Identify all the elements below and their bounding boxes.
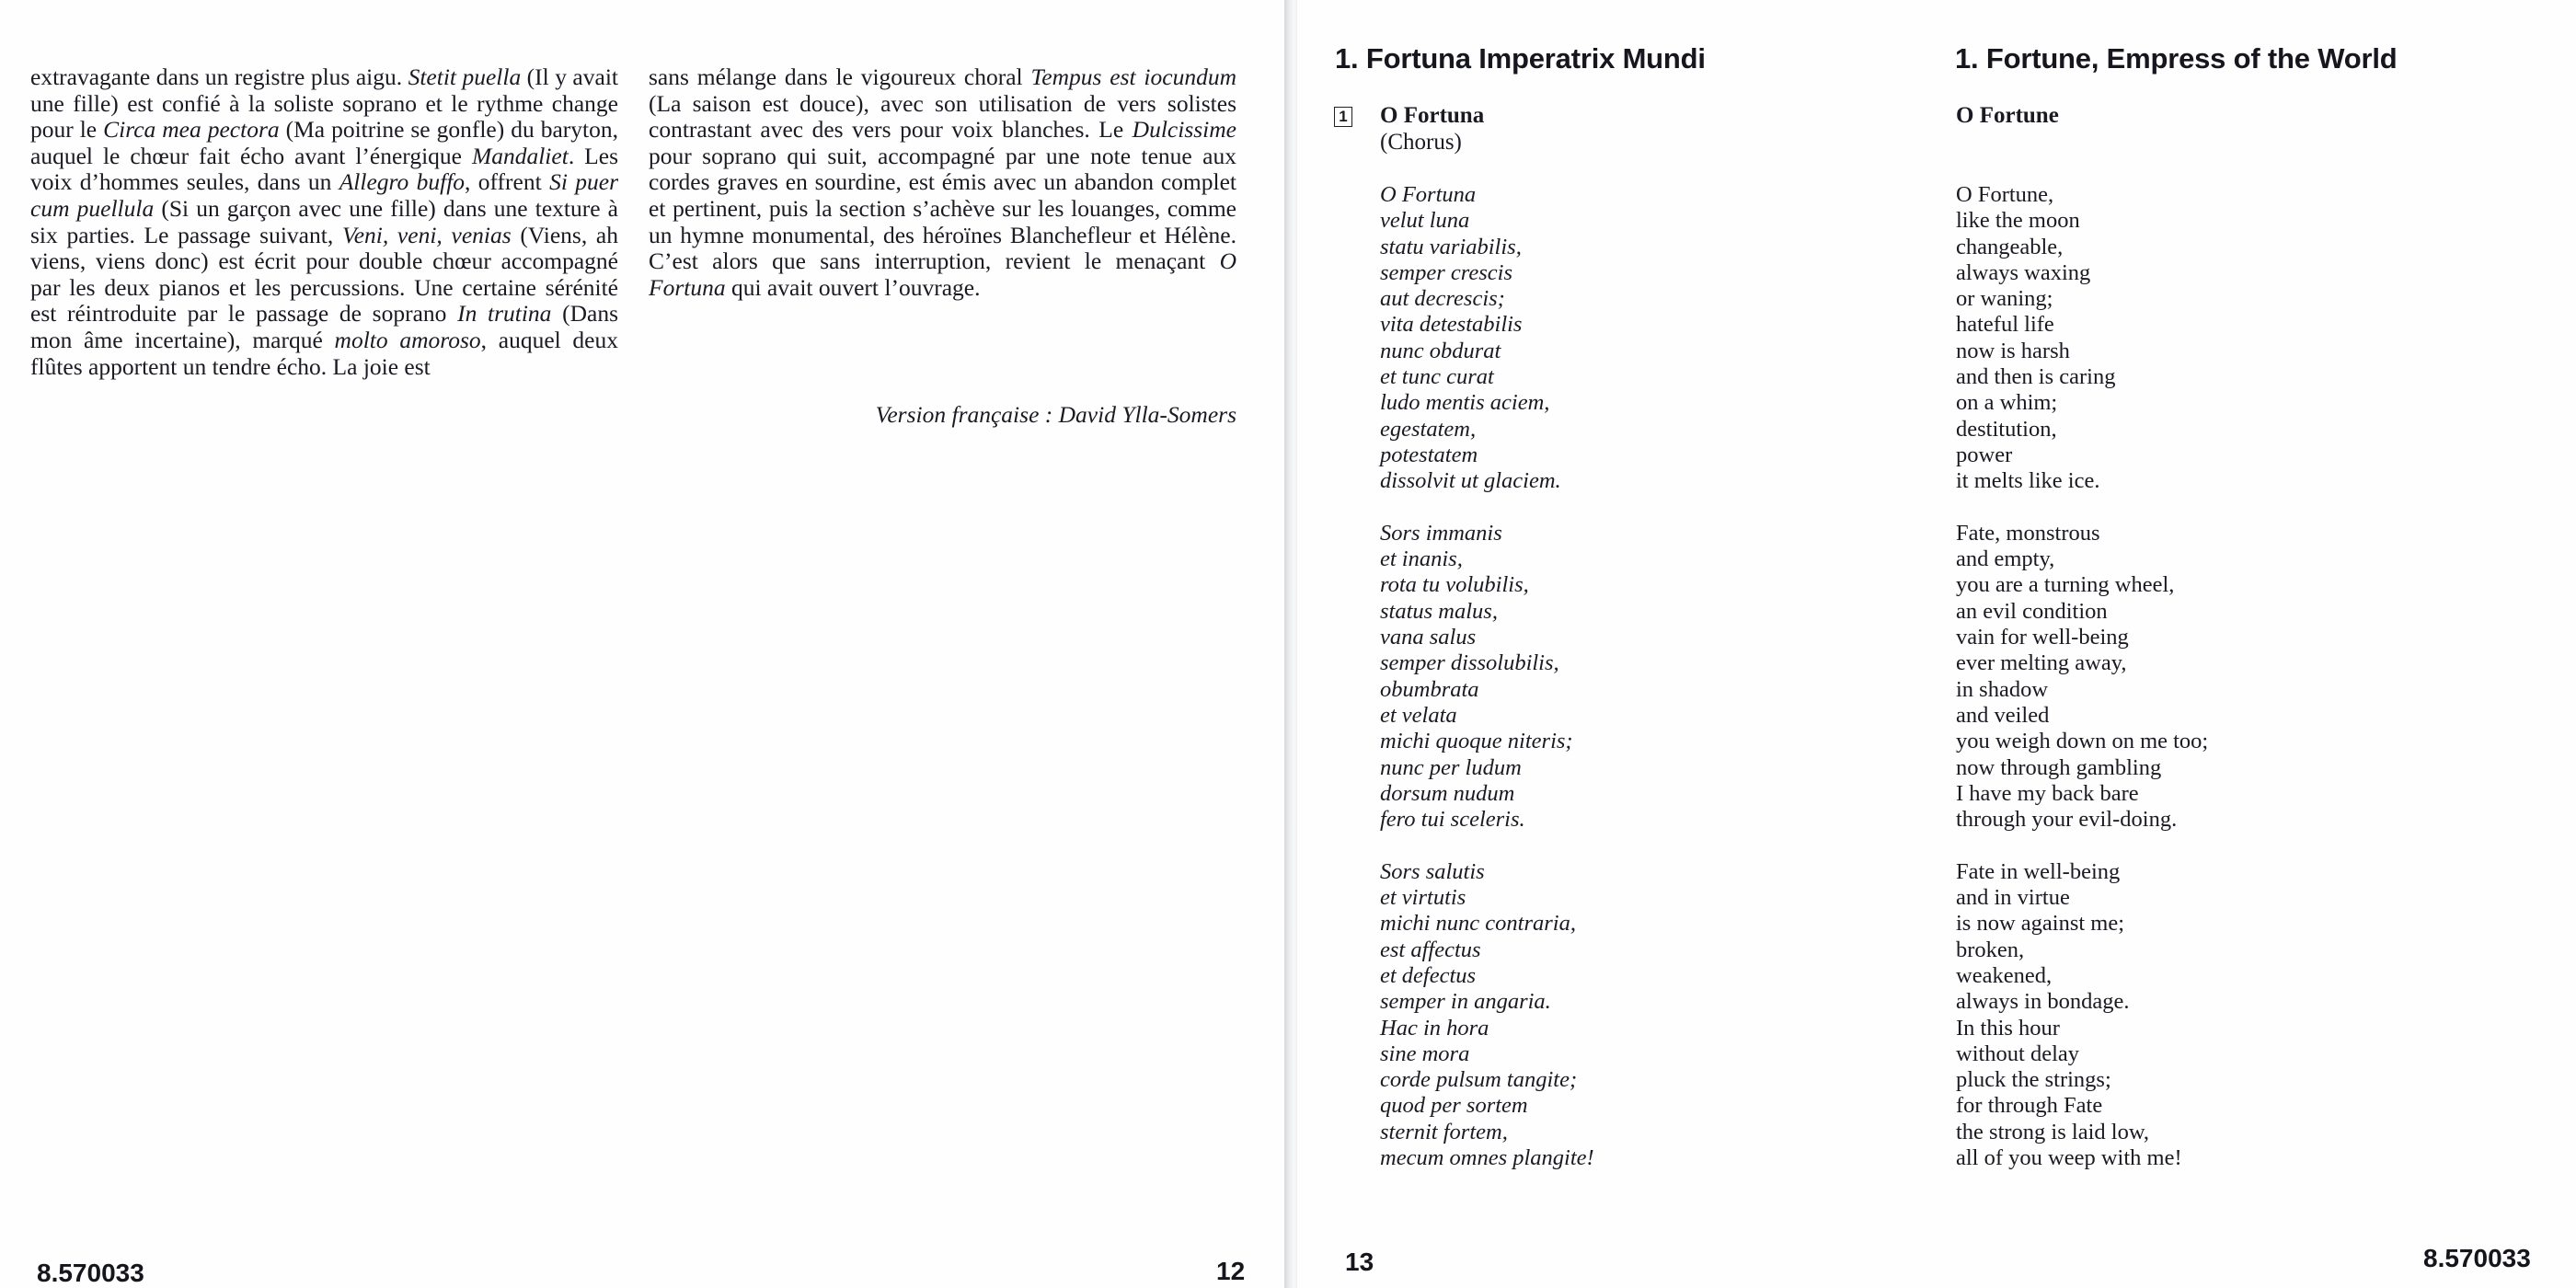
verse-line: et tunc curat (1380, 364, 1494, 390)
latin-section-heading: 1. Fortuna Imperatrix Mundi (1335, 42, 1706, 75)
verse-line: et virtutis (1380, 885, 1466, 911)
verse-line: vita detestabilis (1380, 312, 1523, 338)
track-number-badge: 1 (1334, 107, 1352, 127)
verse-line: O Fortune, (1956, 182, 2054, 207)
verse-line: fero tui sceleris. (1380, 807, 1525, 833)
verse-line: michi nunc contraria, (1380, 911, 1576, 937)
verse-line: dissolvit ut glaciem. (1380, 468, 1561, 494)
catalogue-number-right: 8.570033 (2423, 1244, 2531, 1272)
verse-line: and empty, (1956, 546, 2055, 572)
verse-line: an evil condition (1956, 598, 2108, 624)
verse-line: now through gambling (1956, 754, 2162, 780)
verse-line: destitution, (1956, 416, 2057, 442)
verse-line: always in bondage. (1956, 989, 2130, 1015)
italic-title: Dulcissime (1132, 116, 1236, 144)
page-number-left: 12 (1216, 1257, 1246, 1285)
verse-line: pluck the strings; (1956, 1067, 2111, 1093)
verse-line: all of you weep with me! (1956, 1144, 2182, 1170)
verse-line: michi quoque niteris; (1380, 729, 1573, 754)
verse-line: mecum omnes plangite! (1380, 1144, 1594, 1170)
verse-line: is now against me; (1956, 911, 2125, 937)
italic-title: O Fortuna (649, 247, 1236, 301)
verse-line: broken, (1956, 937, 2025, 962)
italic-title: Stetit puella (408, 63, 522, 90)
italic-title: Allegro buffo (339, 168, 466, 196)
latin-song-subtitle: (Chorus) (1380, 130, 1462, 155)
verse-line: weakened, (1956, 962, 2053, 988)
verse-line: ludo mentis aciem, (1380, 390, 1550, 416)
english-section-heading: 1. Fortune, Empress of the World (1955, 42, 2398, 75)
italic-title: molto amoroso (334, 326, 481, 353)
english-lyrics (1956, 182, 2208, 1198)
verse-line: Sors immanis (1380, 520, 1502, 546)
verse-line: corde pulsum tangite; (1380, 1067, 1578, 1093)
verse-line: et velata (1380, 702, 1457, 728)
italic-title: Si puer cum puellula (30, 168, 618, 222)
latin-song-title: O Fortuna (1380, 103, 1485, 128)
verse-line: statu variabilis, (1380, 234, 1522, 259)
stanza (1956, 859, 2208, 1172)
stanza (1380, 182, 1594, 495)
italic-title: Circa mea pectora (103, 116, 280, 144)
verse-line: rota tu volubilis, (1380, 572, 1529, 598)
verse-line: Fate, monstrous (1956, 520, 2100, 546)
verse-line: through your evil-doing. (1956, 807, 2178, 833)
verse-line: Fate in well-being (1956, 858, 2121, 884)
verse-line: sternit fortem, (1380, 1119, 1508, 1144)
verse-line: you weigh down on me too; (1956, 729, 2209, 754)
verse-line: and then is caring (1956, 364, 2116, 390)
verse-line: or waning; (1956, 286, 2053, 312)
translation-credit: Version française : David Ylla-Somers (875, 401, 1236, 428)
verse-line: in shadow (1956, 676, 2049, 702)
verse-line: sine mora (1380, 1041, 1470, 1066)
italic-title: Tempus est iocundum (1030, 63, 1236, 90)
verse-line: Sors salutis (1380, 858, 1485, 884)
verse-line: et defectus (1380, 962, 1477, 988)
verse-line: vain for well-being (1956, 625, 2129, 650)
verse-line: the strong is laid low, (1956, 1119, 2150, 1144)
italic-title: In trutina (457, 300, 552, 328)
paragraph: sans mélange dans le vigoureux choral Tempus est iocundum (La saison est douce), avec son utilisation de vers solistes contrastant avec des vers pour voix blanches. Le Dulcissime pour soprano qui suit, accompagné par une note tenue aux cordes graves en sourdine, est émis avec un abandon complet et pertinent, puis la section s’achève sur les louanges, comme un hymne monumental, des héroïnes Blanchefleur et Hélène. C’est alors que sans interruption, revient le menaçant O Fortuna qui avait ouvert l’ouvrage. (649, 63, 1236, 301)
verse-line: like the moon (1956, 208, 2080, 234)
left-page (0, 0, 1286, 1288)
stanza (1380, 521, 1594, 834)
verse-line: Hac in hora (1380, 1015, 1489, 1041)
verse-line: status malus, (1380, 598, 1498, 624)
catalogue-number-left: 8.570033 (37, 1259, 144, 1287)
verse-line: aut decrescis; (1380, 286, 1505, 312)
verse-line: always waxing (1956, 259, 2091, 285)
latin-lyrics (1380, 182, 1594, 1198)
verse-line: hateful life (1956, 312, 2054, 338)
verse-line: semper in angaria. (1380, 989, 1551, 1015)
paragraph: extravagante dans un registre plus aigu. Stetit puella (Il y avait une fille) est confié à la soliste soprano et le rythme change pour le Circa mea pectora (Ma poitrine se gonfle) du baryton, auquel le chœur fait écho avant l’énergique Mandaliet. Les voix d’hommes seules, dans un Allegro buffo, offrent Si puer cum puellula (Si un garçon avec une fille) dans une texture à six parties. Le passage suivant, Veni, veni, venias (Viens, ah viens, viens donc) est écrit pour double chœur accompagné par les deux pianos et les percussions. Une certaine sérénité est réintroduite par le passage de soprano In trutina (Dans mon âme incertaine), marqué molto amoroso, auquel deux flûtes apportent un tendre écho. La joie est (30, 63, 619, 380)
verse-line: changeable, (1956, 234, 2064, 259)
verse-line: egestatem, (1380, 416, 1477, 442)
stanza (1956, 521, 2208, 834)
verse-line: power (1956, 442, 2013, 467)
verse-line: I have my back bare (1956, 780, 2139, 806)
french-notes-column-2 (649, 64, 1236, 301)
verse-line: In this hour (1956, 1015, 2060, 1041)
verse-line: on a whim; (1956, 390, 2058, 416)
verse-line: semper crescis (1380, 259, 1513, 285)
italic-title: Mandaliet (471, 142, 569, 169)
english-song-title: O Fortune (1956, 103, 2059, 128)
verse-line: potestatem (1380, 442, 1478, 467)
italic-title: Veni, veni, venias (341, 221, 512, 248)
page-number-right: 13 (1345, 1248, 1374, 1276)
verse-line: dorsum nudum (1380, 780, 1515, 806)
verse-line: for through Fate (1956, 1093, 2103, 1119)
verse-line: nunc obdurat (1380, 338, 1501, 363)
french-notes-column-1 (30, 64, 618, 380)
verse-line: vana salus (1380, 625, 1477, 650)
verse-line: now is harsh (1956, 338, 2070, 363)
verse-line: quod per sortem (1380, 1093, 1528, 1119)
verse-line: velut luna (1380, 208, 1470, 234)
verse-line: O Fortuna (1380, 182, 1477, 207)
verse-line: you are a turning wheel, (1956, 572, 2175, 598)
verse-line: without delay (1956, 1041, 2080, 1066)
verse-line: nunc per ludum (1380, 754, 1522, 780)
stanza (1956, 182, 2208, 495)
verse-line: et inanis, (1380, 546, 1463, 572)
verse-line: ever melting away, (1956, 650, 2127, 676)
verse-line: and veiled (1956, 702, 2050, 728)
verse-line: semper dissolubilis, (1380, 650, 1559, 676)
verse-line: and in virtue (1956, 885, 2070, 911)
verse-line: est affectus (1380, 937, 1481, 962)
stanza (1380, 859, 1594, 1172)
verse-line: it melts like ice. (1956, 468, 2100, 494)
verse-line: obumbrata (1380, 676, 1479, 702)
